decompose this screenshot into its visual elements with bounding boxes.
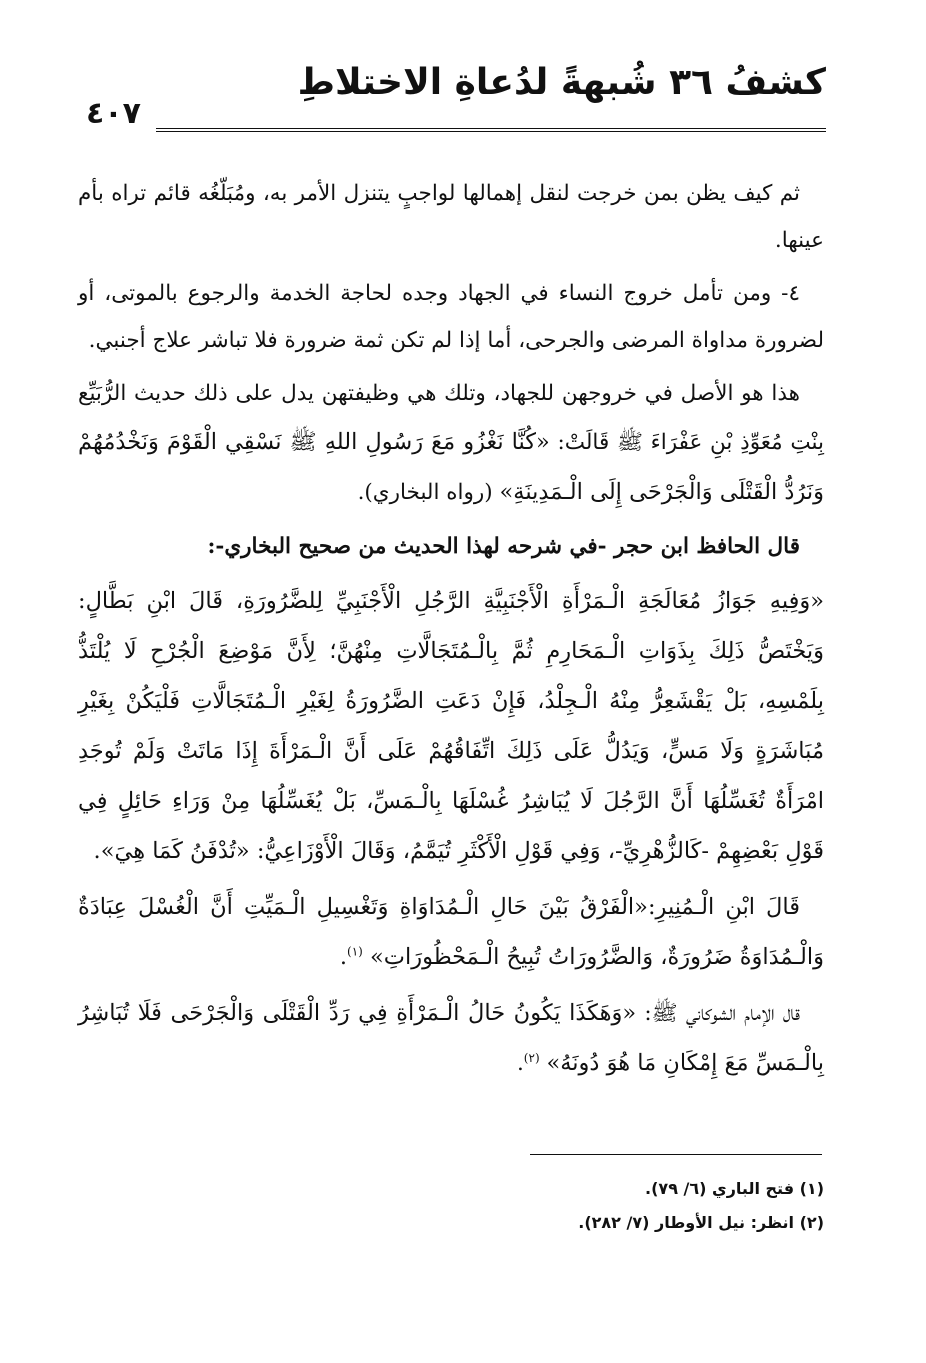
header-rule bbox=[156, 128, 826, 132]
paragraph-3 bbox=[78, 370, 824, 517]
page-body bbox=[78, 170, 824, 1094]
paragraph-4: قال الحافظ ابن حجر -في شرحه لهذا الحديث من صحيح البخاري-: bbox=[207, 534, 800, 559]
paragraph-7-intro: قال الإمام الشوكاني ﷺ: bbox=[636, 1001, 800, 1026]
paragraph-6-intro: قَالَ ابْنِ الْـمُنِيرِ: bbox=[647, 894, 800, 920]
paragraph-7: قال الإمام الشوكاني ﷺ: «وَهَكَذَا يَكُونُ حَالُ الْـمَرْأَةِ فِي رَدِّ الْقَتْلَى وَالْجَرْحَى فَلَا تُبَاشِرُ بِالْـمَسِّ مَعَ إِمْكَانِ مَا هُوَ دُونَهُ» $^{(٢)}$. bbox=[78, 1000, 824, 1076]
paragraph-2: ٤- ومن تأمل خروج النساء في الجهاد وجده لحاجة الخدمة والرجوع بالموتى، أو لضرورة مداواة المرضى والجرحى، أما إذا لم تكن ثمة ضرورة فلا تباشر علاج أجنبي. bbox=[78, 281, 824, 353]
footnote-marker-2: (٢) bbox=[523, 1050, 540, 1065]
hadith-quote: «كُنَّا نَغْزُو مَعَ رَسُولِ اللهِ ﷺ نَسْقِي الْقَوْمَ وَنَخْدُمُهُمْ وَنَرُدُّ الْقَتْلَى وَالْجَرْحَى إِلَى الْـمَدِينَةِ» bbox=[78, 429, 824, 505]
page-header bbox=[86, 62, 826, 142]
shawkani-quote: «وَهَكَذَا يَكُونُ حَالُ الْـمَرْأَةِ فِي رَدِّ الْقَتْلَى وَالْجَرْحَى فَلَا تُبَاشِرُ بِالْـمَسِّ مَعَ إِمْكَانِ مَا هُوَ دُونَهُ» bbox=[78, 1000, 824, 1076]
ibn-munir-quote: «الْفَرْقُ بَيْنَ حَالِ الْـمُدَاوَاةِ وَتَغْسِيلِ الْـمَيِّتِ أَنَّ الْغُسْلَ عِبَادَةٌ وَالْـمُدَاوَةُ ضَرُورَةٌ، وَالضَّرُورَاتُ تُبِيحُ الْـمَحْظُورَاتِ» bbox=[78, 894, 824, 970]
book-title: كشفُ ٣٦ شُبهةً لدُعاةِ الاختلاطِ bbox=[297, 62, 826, 103]
ibn-hajar-quote: «وَفِيهِ جَوَازُ مُعَالَجَةِ الْـمَرْأَةِ الْأَجْنَبِيَّةِ الرَّجُلِ الْأَجْنَبِيِّ لِلضَّرُورَةِ، قَالَ ابْنِ بَطَّالٍ: وَيَخْتَصُّ ذَلِكَ بِذَوَاتِ الْـمَحَارِمِ ثُمَّ بِالْـمُتَجَالَّاتِ مِنْهُنَّ؛ لِأَنَّ مَوْضِعَ الْجُرْحِ لَا يُلْتَذُّ بِلَمْسِهِ، بَلْ يَقْشَعِرُّ مِنْهُ الْـجِلْدُ، فَإِنْ دَعَتِ الضَّرُورَةُ لِغَيْرِ الْـمُتَجَالَّاتِ فَلْيَكُنْ بِغَيْرِ مُبَاشَرَةٍ وَلَا مَسٍّ، وَيَدُلُّ عَلَى ذَلِكَ اتِّفَاقُهُمْ عَلَى أَنَّ الْـمَرْأَةَ إِذَا مَاتَتْ وَلَمْ تُوجَدِ امْرَأَةٌ تُغَسِّلُهَا أَنَّ الرَّجُلَ لَا يُبَاشِرُ غُسْلَهَا بِالْـمَسِّ، بَلْ يُغَسِّلُهَا مِنْ وَرَاءِ حَائِلٍ فِي قَوْلِ بَعْضِهِمْ -كَالزُّهْرِيِّ-، وَفِي قَوْلِ الْأَكْثَرِ تُيَمَّمُ، وَقَالَ الْأَوْزَاعِيُّ: «تُدْفَنُ كَمَا هِيَ». bbox=[78, 588, 824, 864]
paragraph-3-intro: هذا هو الأصل في خروجهن للجهاد، وتلك هي وظيفتهن يدل على ذلك حديث الرُّبَيِّع بِنْتِ مُعَوِّذِ بْنِ عَفْرَاءَ ﷺ قَالَتْ: bbox=[78, 381, 825, 455]
footnote-1: (١) فتح الباري (٦/ ٧٩). bbox=[645, 1179, 824, 1198]
footnote-marker-1: (١) bbox=[347, 944, 363, 959]
hadith-reference: (رواه البخاري). bbox=[357, 480, 500, 505]
footnote-rule bbox=[530, 1154, 822, 1155]
paragraph-1: ثم كيف يظن بمن خرجت لنقل إهمالها لواجبٍ يتنزل الأمر به، ومُبَلّغُه قائم تراه بأم عينها. bbox=[78, 181, 824, 253]
paragraph-6: قَالَ ابْنِ الْـمُنِيرِ:«الْفَرْقُ بَيْنَ حَالِ الْـمُدَاوَاةِ وَتَغْسِيلِ الْـمَيِّتِ أَنَّ الْغُسْلَ عِبَادَةٌ وَالْـمُدَاوَةُ ضَرُورَةٌ، وَالضَّرُورَاتُ تُبِيحُ الْـمَحْظُورَاتِ» $^{(١)}$. bbox=[78, 894, 824, 970]
footnotes bbox=[324, 1172, 824, 1240]
page-number: ٤٠٧ bbox=[86, 96, 141, 131]
footnote-2: (٢) انظر: نيل الأوطار (٧/ ٢٨٢). bbox=[578, 1213, 824, 1232]
